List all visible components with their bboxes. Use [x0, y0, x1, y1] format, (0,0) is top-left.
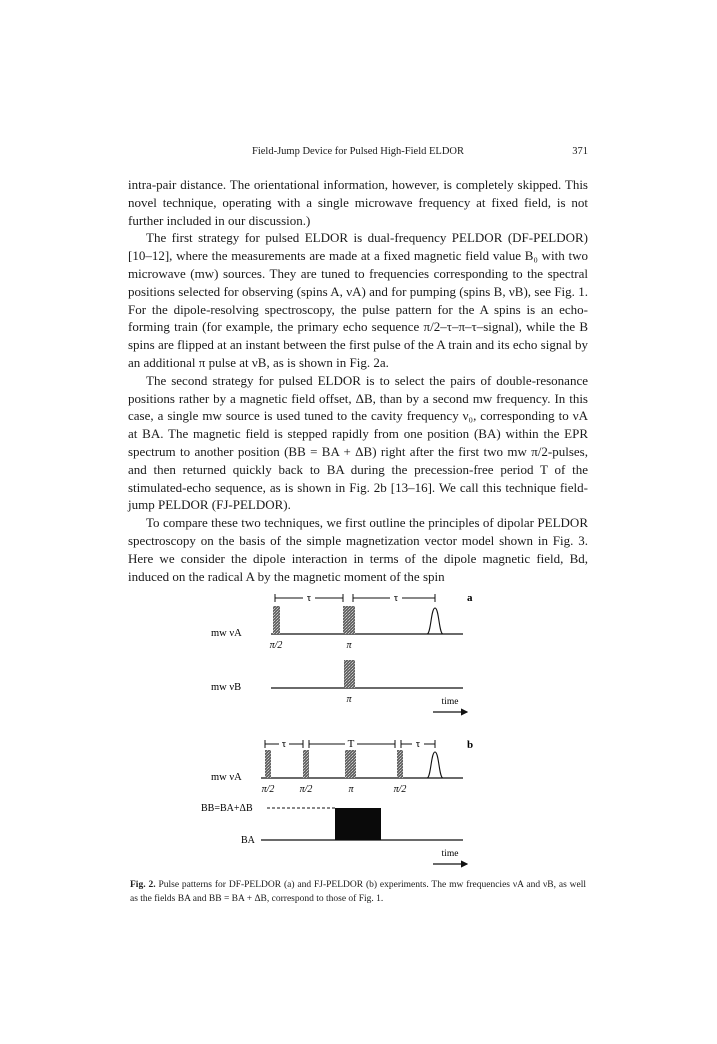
- running-header: [128, 146, 588, 162]
- pulse-pi-pump: [344, 660, 355, 688]
- tau-label: τ: [393, 592, 399, 604]
- paragraph: The second strategy for pulsed ELDOR is to select the pairs of double-resonance positions rather by a magnetic field offset, ΔB, than by a second mw frequency. In this case, a single mw source is used tuned to the cavity frequency ν₀, corresponding to νA at BA. The magnetic field is stepped rapidly from one position (BA) within the EPR spectrum to another position (BB = BA + ΔB) right after the first two mw π/2-pulses, and then returned quickly back to BA during the precession-free period T of the stimulated-echo sequence, as is shown in Fig. 2b [13–16]. We call this technique field-jump PELDOR (FJ-PELDOR).: [128, 372, 588, 513]
- tau-label: τ: [281, 738, 287, 750]
- pulse-label: π/2: [269, 640, 283, 651]
- figure-caption: [130, 878, 586, 906]
- page-number: 371: [572, 146, 588, 157]
- pulse-pi-half: [273, 606, 280, 634]
- pulse-label: π/2: [261, 784, 275, 795]
- tau-label: τ: [306, 592, 312, 604]
- body-text: [128, 176, 588, 585]
- panel-b-label: b: [467, 739, 474, 751]
- caption-text: Pulse patterns for DF-PELDOR (a) and FJ-PELDOR (b) experiments. The mw frequencies νA and νB, as well as the fields BA and BB = BA + ΔB, correspond to those of Fig. 1.: [130, 880, 586, 904]
- panel-b: [201, 738, 473, 864]
- caption-label: Fig. 2.: [130, 880, 156, 890]
- mw-nu-a-label: mw νA: [211, 772, 242, 783]
- field-high-label: BB=BA+ΔB: [201, 803, 253, 814]
- pulse-label: π: [348, 784, 354, 795]
- pulse-label: π/2: [393, 784, 407, 795]
- pulse-label: π: [346, 694, 352, 705]
- field-jump-block: [335, 808, 381, 840]
- time-label: time: [441, 849, 459, 859]
- pulse-pi: [343, 606, 355, 634]
- pulse-label: π/2: [299, 784, 313, 795]
- panel-a-label: a: [467, 592, 473, 604]
- pulse-pi-half: [303, 750, 309, 778]
- paragraph: To compare these two techniques, we first outline the principles of dipolar PELDOR spectroscopy on the basis of the simple magnetization vector model shown in Fig. 3. Here we consider the dipole interaction in terms of the dipole magnetic field, Bd, induced on the radical A by the magnetic moment of the spin: [128, 515, 588, 584]
- pulse-pi-half: [265, 750, 271, 778]
- paragraph: intra-pair distance. The orientational information, however, is completely skipped. This novel technique, operating with a single microwave frequency at fixed field, is not further included in our discussion.): [128, 177, 588, 228]
- pulse-pi-half: [397, 750, 403, 778]
- running-title: Field-Jump Device for Pulsed High-Field ELDOR: [251, 146, 464, 157]
- time-label: time: [441, 697, 459, 707]
- pulse-pattern-figure: [195, 588, 505, 888]
- pulse-label: π: [346, 640, 352, 651]
- echo-signal: [427, 608, 443, 634]
- pulse-pi: [345, 750, 356, 778]
- echo-signal: [427, 752, 443, 778]
- panel-a: [211, 592, 473, 712]
- mw-nu-b-label: mw νB: [211, 682, 242, 693]
- pulse-diagram: [195, 588, 505, 888]
- mw-nu-a-label: mw νA: [211, 628, 242, 639]
- big-t-label: T: [347, 738, 355, 750]
- paragraph: The first strategy for pulsed ELDOR is dual-frequency PELDOR (DF-PELDOR) [10–12], where the measurements are made at a fixed magnetic field value B₀ with two microwave (mw) sources. They are tuned to frequencies corresponding to the spectral positions selected for observing (spins A, νA) and for pumping (spins B, νB), see Fig. 1. For the dipole-resolving spectroscopy, the pulse pattern for the A spins is an echo-forming train (for example, the primary echo sequence π/2–τ–π–τ–signal), while the B spins are flipped at an instant between the first pulse of the A train and its echo signal by an additional π pulse at νB, as is shown in Fig. 2a.: [128, 230, 588, 370]
- field-low-label: BA: [241, 835, 255, 846]
- tau-label: τ: [415, 738, 421, 750]
